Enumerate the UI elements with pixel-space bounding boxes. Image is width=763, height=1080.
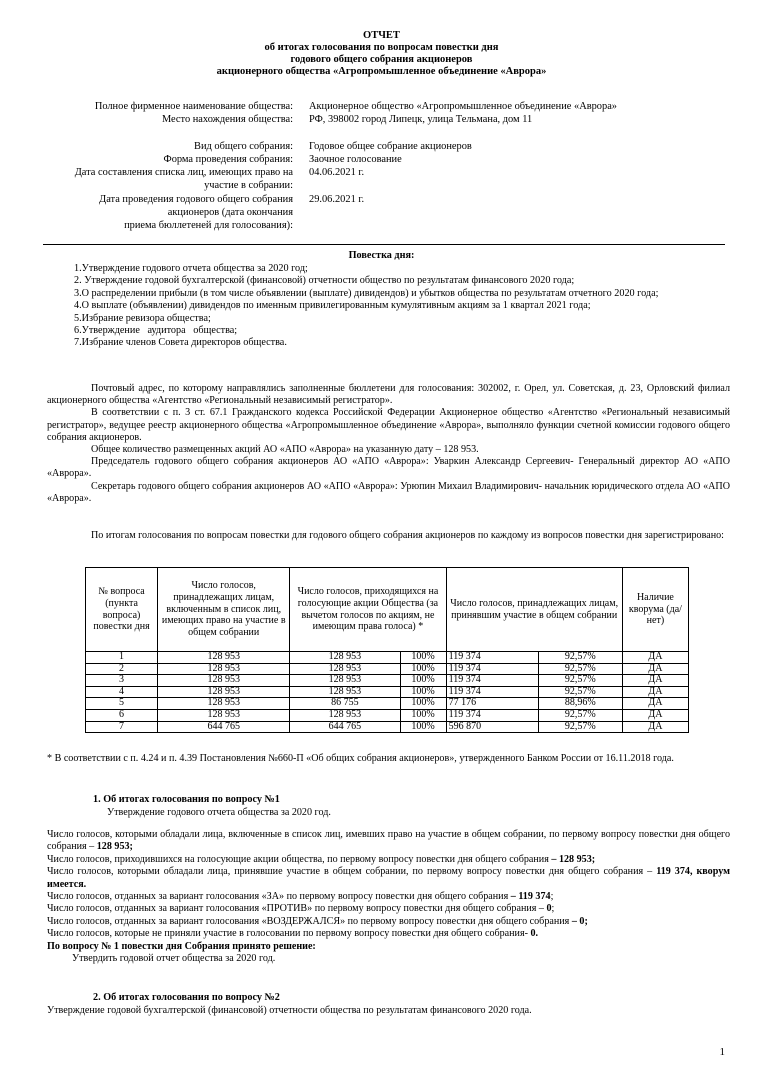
table-cell: 119 374 <box>446 686 538 698</box>
q1-line-text: Число голосов, отданных за вариант голосования «ЗА» по первому вопросу повестки дня общего собрания <box>47 891 511 903</box>
list-date-label-2: участие в собрании: <box>204 180 293 191</box>
table-cell: 7 <box>86 721 158 733</box>
report-subtitle-2: годового общего собрания акционеров <box>290 54 473 65</box>
q1-line-text: Число голосов, которыми обладали лица, включенные в список лиц, имевших право на участие в общем собрании, по первому вопросу повестки дня общего собрания – <box>47 829 730 853</box>
table-cell: 128 953 <box>158 663 290 675</box>
table-header-participants: Число голосов, принадлежащих лицам, принявшим участие в общем собрании <box>446 568 622 652</box>
mail-address-paragraph: Почтовый адрес, по которому направлялись заполненные бюллетени для голосования: 302002, г. Орел, ул. Советская, д. 23, Орловский филиал акционерного общества «Агентство «Региональный независимый регистратор». <box>47 383 730 407</box>
table-row <box>86 675 689 687</box>
table-cell: 128 953 <box>290 675 400 687</box>
meeting-form-label: Форма проведения собрания: <box>163 154 293 165</box>
table-row <box>86 663 689 675</box>
q1-line-text: Число голосов, отданных за вариант голосования «ПРОТИВ» по первому вопросу повестки дня общего собрания – <box>47 903 547 915</box>
q1-line-text: Число голосов, которые не приняли участие в голосовании по первому вопросу повестки дня общего собрания- <box>47 928 531 940</box>
voting-results-table <box>85 567 689 733</box>
table-cell: ДА <box>622 686 688 698</box>
table-cell: ДА <box>622 675 688 687</box>
table-cell: 119 374 <box>446 709 538 721</box>
table-cell: 100% <box>400 721 446 733</box>
agenda-title: Повестка дня: <box>348 250 415 261</box>
table-cell: 92,57% <box>538 663 622 675</box>
q1-line-value: – 128 953; <box>551 853 596 865</box>
table-header-quorum: Наличие кворума (да/нет) <box>622 568 688 652</box>
table-cell: 100% <box>400 663 446 675</box>
table-cell: 92,57% <box>538 675 622 687</box>
agenda-item: 1.Утверждение годового отчета общества за 2020 год; <box>74 263 308 274</box>
agenda-item: 6.Утверждение аудитора общества; <box>74 325 238 337</box>
table-cell: 1 <box>86 652 158 664</box>
meeting-date-value: 29.06.2021 г. <box>309 194 365 205</box>
list-date-value: 04.06.2021 г. <box>309 167 365 178</box>
table-cell: 644 765 <box>290 721 400 733</box>
table-cell: 128 953 <box>158 709 290 721</box>
agenda-item: 2. Утверждение годовой бухгалтерской (финансовой) отчетности общество по результатам финансового 2020 года; <box>74 275 575 287</box>
table-cell: ДА <box>622 652 688 664</box>
table-header-voting-shares: Число голосов, приходящихся на голосующие акции Общества (за вычетом голосов по акциям, не имеющим права голоса) * <box>290 568 446 652</box>
meeting-date-label-3: приема бюллетеней для голосования): <box>124 220 293 231</box>
table-row <box>86 721 689 733</box>
table-body <box>86 652 689 733</box>
meeting-kind-value: Годовое общее собрание акционеров <box>309 141 472 152</box>
report-title: ОТЧЕТ <box>363 30 400 41</box>
agenda-item: 5.Избрание ревизора общества; <box>74 312 211 324</box>
question-1-results <box>47 829 730 965</box>
q1-line-text: Число голосов, приходившихся на голосующие акции общества, по первому вопросу повестки дня общего собрания <box>47 853 552 865</box>
paragraphs-block <box>47 383 730 505</box>
table-cell: 128 953 <box>290 686 400 698</box>
table-cell: 100% <box>400 698 446 710</box>
table-cell: 5 <box>86 698 158 710</box>
table-row <box>86 686 689 698</box>
table-header-question: № вопроса (пункта вопроса) повестки дня <box>86 568 158 652</box>
q1-line-value: 0 <box>546 903 552 915</box>
q1-decision: Утвердить годовой отчет общества за 2020 год. <box>72 953 276 965</box>
results-intro <box>47 530 730 542</box>
company-name-value: Акционерное общество «Агропромышленное объединение «Аврора» <box>309 101 617 112</box>
agenda-item: 3.О распределении прибыли (в том числе объявлении (выплате) дивидендов) и убытков общества по результатам отчетного 2020 года; <box>74 287 659 299</box>
table-cell: 128 953 <box>158 686 290 698</box>
q1-line-voting-shares <box>47 854 730 866</box>
table-cell: ДА <box>622 709 688 721</box>
table-cell: 100% <box>400 709 446 721</box>
table-cell: 2 <box>86 663 158 675</box>
table-cell: 100% <box>400 686 446 698</box>
table-cell: 77 176 <box>446 698 538 710</box>
question-2-subtitle: Утверждение годовой бухгалтерской (финансовой) отчетности общества по результатам финансового 2020 года. <box>47 1005 532 1016</box>
q1-line-value: 128 953; <box>96 841 133 853</box>
q1-line-against <box>47 903 730 915</box>
q1-line-text: Число голосов, которыми обладали лица, принявшие участие в общем собрании, по первому вопросу повестки дня общего собрания – <box>47 866 657 878</box>
table-cell: 92,57% <box>538 686 622 698</box>
table-cell: 92,57% <box>538 721 622 733</box>
table-cell: 92,57% <box>538 652 622 664</box>
table-row <box>86 652 689 664</box>
table-cell: 3 <box>86 675 158 687</box>
table-cell: 119 374 <box>446 663 538 675</box>
meeting-form-value: Заочное голосование <box>309 154 402 165</box>
secretary-paragraph: Секретарь годового общего собрания акционеров АО «АПО «Аврора»: Урюпин Михаил Владимирович- начальник юридического отдела АО «АПО «Аврора». <box>47 480 730 504</box>
table-header-registered: Число голосов, принадлежащих лицам, включенным в список лиц, имеющих право на участие в общем собрании <box>158 568 290 652</box>
question-2-title: 2. Об итогах голосования по вопросу №2 <box>93 992 280 1003</box>
table-cell: 128 953 <box>290 652 400 664</box>
table-cell: 86 755 <box>290 698 400 710</box>
company-name-label: Полное фирменное наименование общества: <box>94 101 293 112</box>
table-cell: 596 870 <box>446 721 538 733</box>
table-cell: 92,57% <box>538 709 622 721</box>
list-date-label-1: Дата составления списка лиц, имеющих право на <box>74 167 293 178</box>
q1-decision-title: По вопросу № 1 повестки дня Собрания принято решение: <box>47 940 316 952</box>
counting-commission-paragraph: В соответствии с п. 3 ст. 67.1 Гражданского кодекса Российской Федерации Акционерное общество «Агентство «Региональный независимый регистратор», ведущее реестр акционерного общества «Агропромышленное объединение «Аврора», выполняло функции счетной комиссии годового общего собрания акционеров. <box>47 407 730 443</box>
meeting-date-label-1: Дата проведения годового общего собрания <box>99 194 293 205</box>
table-row <box>86 709 689 721</box>
q1-line-value: 119 374, кворум имеется. <box>47 866 730 890</box>
q1-line-not-voted <box>47 928 730 940</box>
table-cell: 128 953 <box>158 698 290 710</box>
q1-line-value: – 119 374 <box>510 891 551 903</box>
table-cell: ДА <box>622 721 688 733</box>
q1-line-punct: ; <box>551 903 555 915</box>
table-cell: 6 <box>86 709 158 721</box>
q1-line-punct: ; <box>550 891 554 903</box>
chairman-paragraph: Председатель годового общего собрания акционеров АО «АПО «Аврора»: Уваркин Александр Сергеевич- Генеральный директор АО «АПО «Аврора». <box>47 456 730 480</box>
agenda-item: 7.Избрание членов Совета директоров общества. <box>74 337 287 349</box>
report-subtitle-1: об итогах голосования по вопросам повестки дня <box>264 42 499 53</box>
question-1-subtitle: Утверждение годового отчета общества за 2020 год. <box>107 807 331 818</box>
table-cell: 88,96% <box>538 698 622 710</box>
meeting-kind-label: Вид общего собрания: <box>194 141 293 152</box>
q1-line-abstain <box>47 916 730 928</box>
q1-line-registered <box>47 829 730 854</box>
q1-line-value: – 0; <box>571 915 588 927</box>
table-footnote: * В соответствии с п. 4.24 и п. 4.39 Постановления №660-П «Об общих собрания акционеров», утвержденного Банком России от 16.11.2018 года. <box>47 753 674 764</box>
table-cell: 128 953 <box>158 652 290 664</box>
table-cell: 119 374 <box>446 675 538 687</box>
table-cell: 128 953 <box>290 663 400 675</box>
table-cell: 119 374 <box>446 652 538 664</box>
table-cell: 644 765 <box>158 721 290 733</box>
company-location-value: РФ, 398002 город Липецк, улица Тельмана, дом 11 <box>309 114 533 125</box>
table-cell: 128 953 <box>158 675 290 687</box>
shares-count-paragraph: Общее количество размещенных акций АО «АПО «Аврора» на указанную дату – 128 953. <box>91 444 479 456</box>
agenda-item: 4.О выплате (объявлении) дивидендов по именным привилегированным кумулятивным акциям за 1 квартал 2021 года; <box>74 300 591 312</box>
question-1-title: 1. Об итогах голосования по вопросу №1 <box>93 794 280 805</box>
table-cell: ДА <box>622 663 688 675</box>
table-cell: ДА <box>622 698 688 710</box>
table-cell: 100% <box>400 675 446 687</box>
table-cell: 100% <box>400 652 446 664</box>
q1-line-text: Число голосов, отданных за вариант голосования «ВОЗДЕРЖАЛСЯ» по первому вопросу повестки дня общего собрания <box>47 915 572 927</box>
agenda-list <box>74 263 734 350</box>
results-intro-text: По итогам голосования по вопросам повестки для годового общего собрания акционеров по каждому из вопросов повестки дня зарегистрировано: <box>91 530 724 541</box>
page-number: 1 <box>719 1046 725 1058</box>
table-row <box>86 698 689 710</box>
company-location-label: Место нахождения общества: <box>161 114 293 125</box>
q1-line-for <box>47 891 730 903</box>
separator-line <box>43 244 725 245</box>
q1-line-participants <box>47 866 730 891</box>
meeting-date-label-2: акционеров (дата окончания <box>167 207 293 218</box>
q1-line-value: 0. <box>530 928 539 940</box>
table-cell: 128 953 <box>290 709 400 721</box>
table-cell: 4 <box>86 686 158 698</box>
report-subtitle-3: акционерного общества «Агропромышленное объединение «Аврора» <box>216 66 547 77</box>
